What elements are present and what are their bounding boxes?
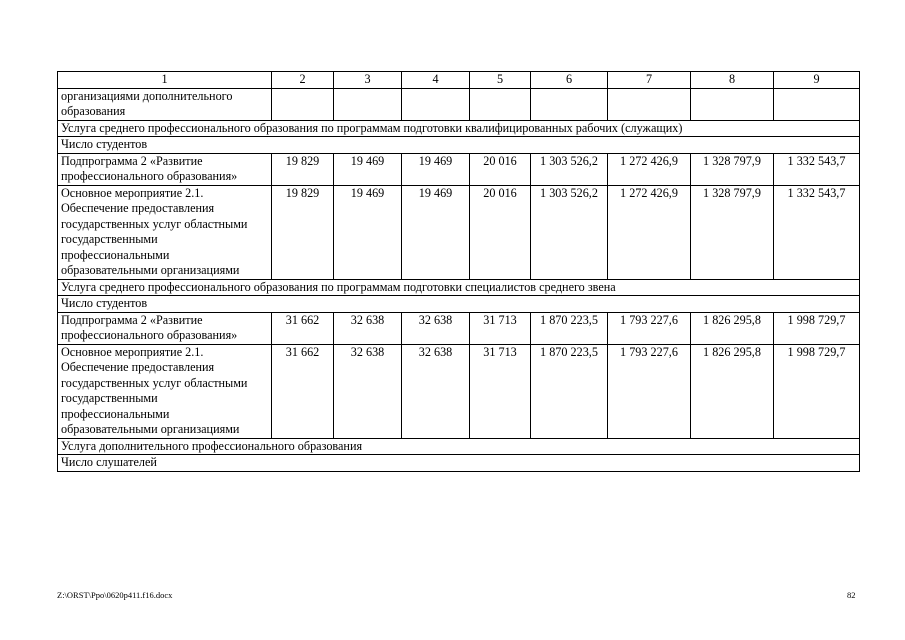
value-cell: 19 469 [402,185,470,279]
header-cell: 8 [691,72,774,89]
indicator-row [58,455,860,472]
header-cell: 4 [402,72,470,89]
section-title-row [58,438,860,455]
header-cell: 7 [608,72,691,89]
value-cell: 1 303 526,2 [531,185,608,279]
section-title: Услуга среднего профессионального образования по программам подготовки специалистов среднего звена [58,279,860,296]
value-cell: 1 272 426,9 [608,153,691,185]
header-cell: 3 [334,72,402,89]
value-cell: 31 662 [272,344,334,438]
header-cell: 6 [531,72,608,89]
value-cell: 32 638 [334,344,402,438]
indicator-label: Число студентов [58,296,860,313]
indicator-label: Число слушателей [58,455,860,472]
row-label: Подпрограмма 2 «Развитие профессионального образования» [58,153,272,185]
budget-table [57,71,860,472]
value-cell: 1 870 223,5 [531,312,608,344]
header-cell: 1 [58,72,272,89]
value-cell: 1 328 797,9 [691,185,774,279]
header-row [58,72,860,89]
value-cell: 20 016 [470,153,531,185]
value-cell: 1 793 227,6 [608,344,691,438]
row-label: Основное мероприятие 2.1. Обеспечение предоставления государственных услуг областными государственными профессиональными образовательными организациями [58,344,272,438]
value-cell: 1 998 729,7 [774,344,860,438]
value-cell: 19 829 [272,153,334,185]
value-cell: 1 826 295,8 [691,344,774,438]
value-cell: 1 998 729,7 [774,312,860,344]
value-cell: 1 793 227,6 [608,312,691,344]
value-cell: 1 272 426,9 [608,185,691,279]
value-cell: 1 303 526,2 [531,153,608,185]
section-title-row [58,279,860,296]
table-row [58,153,860,185]
footer-file-path: Z:\ORST\Ppo\0620p411.f16.docx [57,590,173,600]
value-cell: 31 713 [470,312,531,344]
table-row [58,344,860,438]
value-cell: 32 638 [402,344,470,438]
value-cell: 19 469 [334,153,402,185]
row-label: Основное мероприятие 2.1. Обеспечение предоставления государственных услуг областными государственными профессиональными образовательными организациями [58,185,272,279]
row-label: организациями дополнительного образования [58,88,272,120]
value-cell: 1 826 295,8 [691,312,774,344]
table-row [58,88,860,120]
header-cell: 2 [272,72,334,89]
value-cell: 19 469 [402,153,470,185]
value-cell: 31 713 [470,344,531,438]
table-row [58,312,860,344]
value-cell: 1 332 543,7 [774,185,860,279]
value-cell: 19 829 [272,185,334,279]
value-cell: 1 870 223,5 [531,344,608,438]
row-label: Подпрограмма 2 «Развитие профессионального образования» [58,312,272,344]
value-cell: 31 662 [272,312,334,344]
value-cell: 19 469 [334,185,402,279]
section-title: Услуга среднего профессионального образования по программам подготовки квалифицированных рабочих (служащих) [58,120,860,137]
value-cell: 1 332 543,7 [774,153,860,185]
section-title: Услуга дополнительного профессионального образования [58,438,860,455]
value-cell: 32 638 [334,312,402,344]
table-row [58,185,860,279]
header-cell: 9 [774,72,860,89]
indicator-label: Число студентов [58,137,860,154]
section-title-row [58,120,860,137]
value-cell: 20 016 [470,185,531,279]
indicator-row [58,296,860,313]
indicator-row [58,137,860,154]
header-cell: 5 [470,72,531,89]
page-number: 82 [847,590,856,600]
value-cell: 1 328 797,9 [691,153,774,185]
value-cell: 32 638 [402,312,470,344]
